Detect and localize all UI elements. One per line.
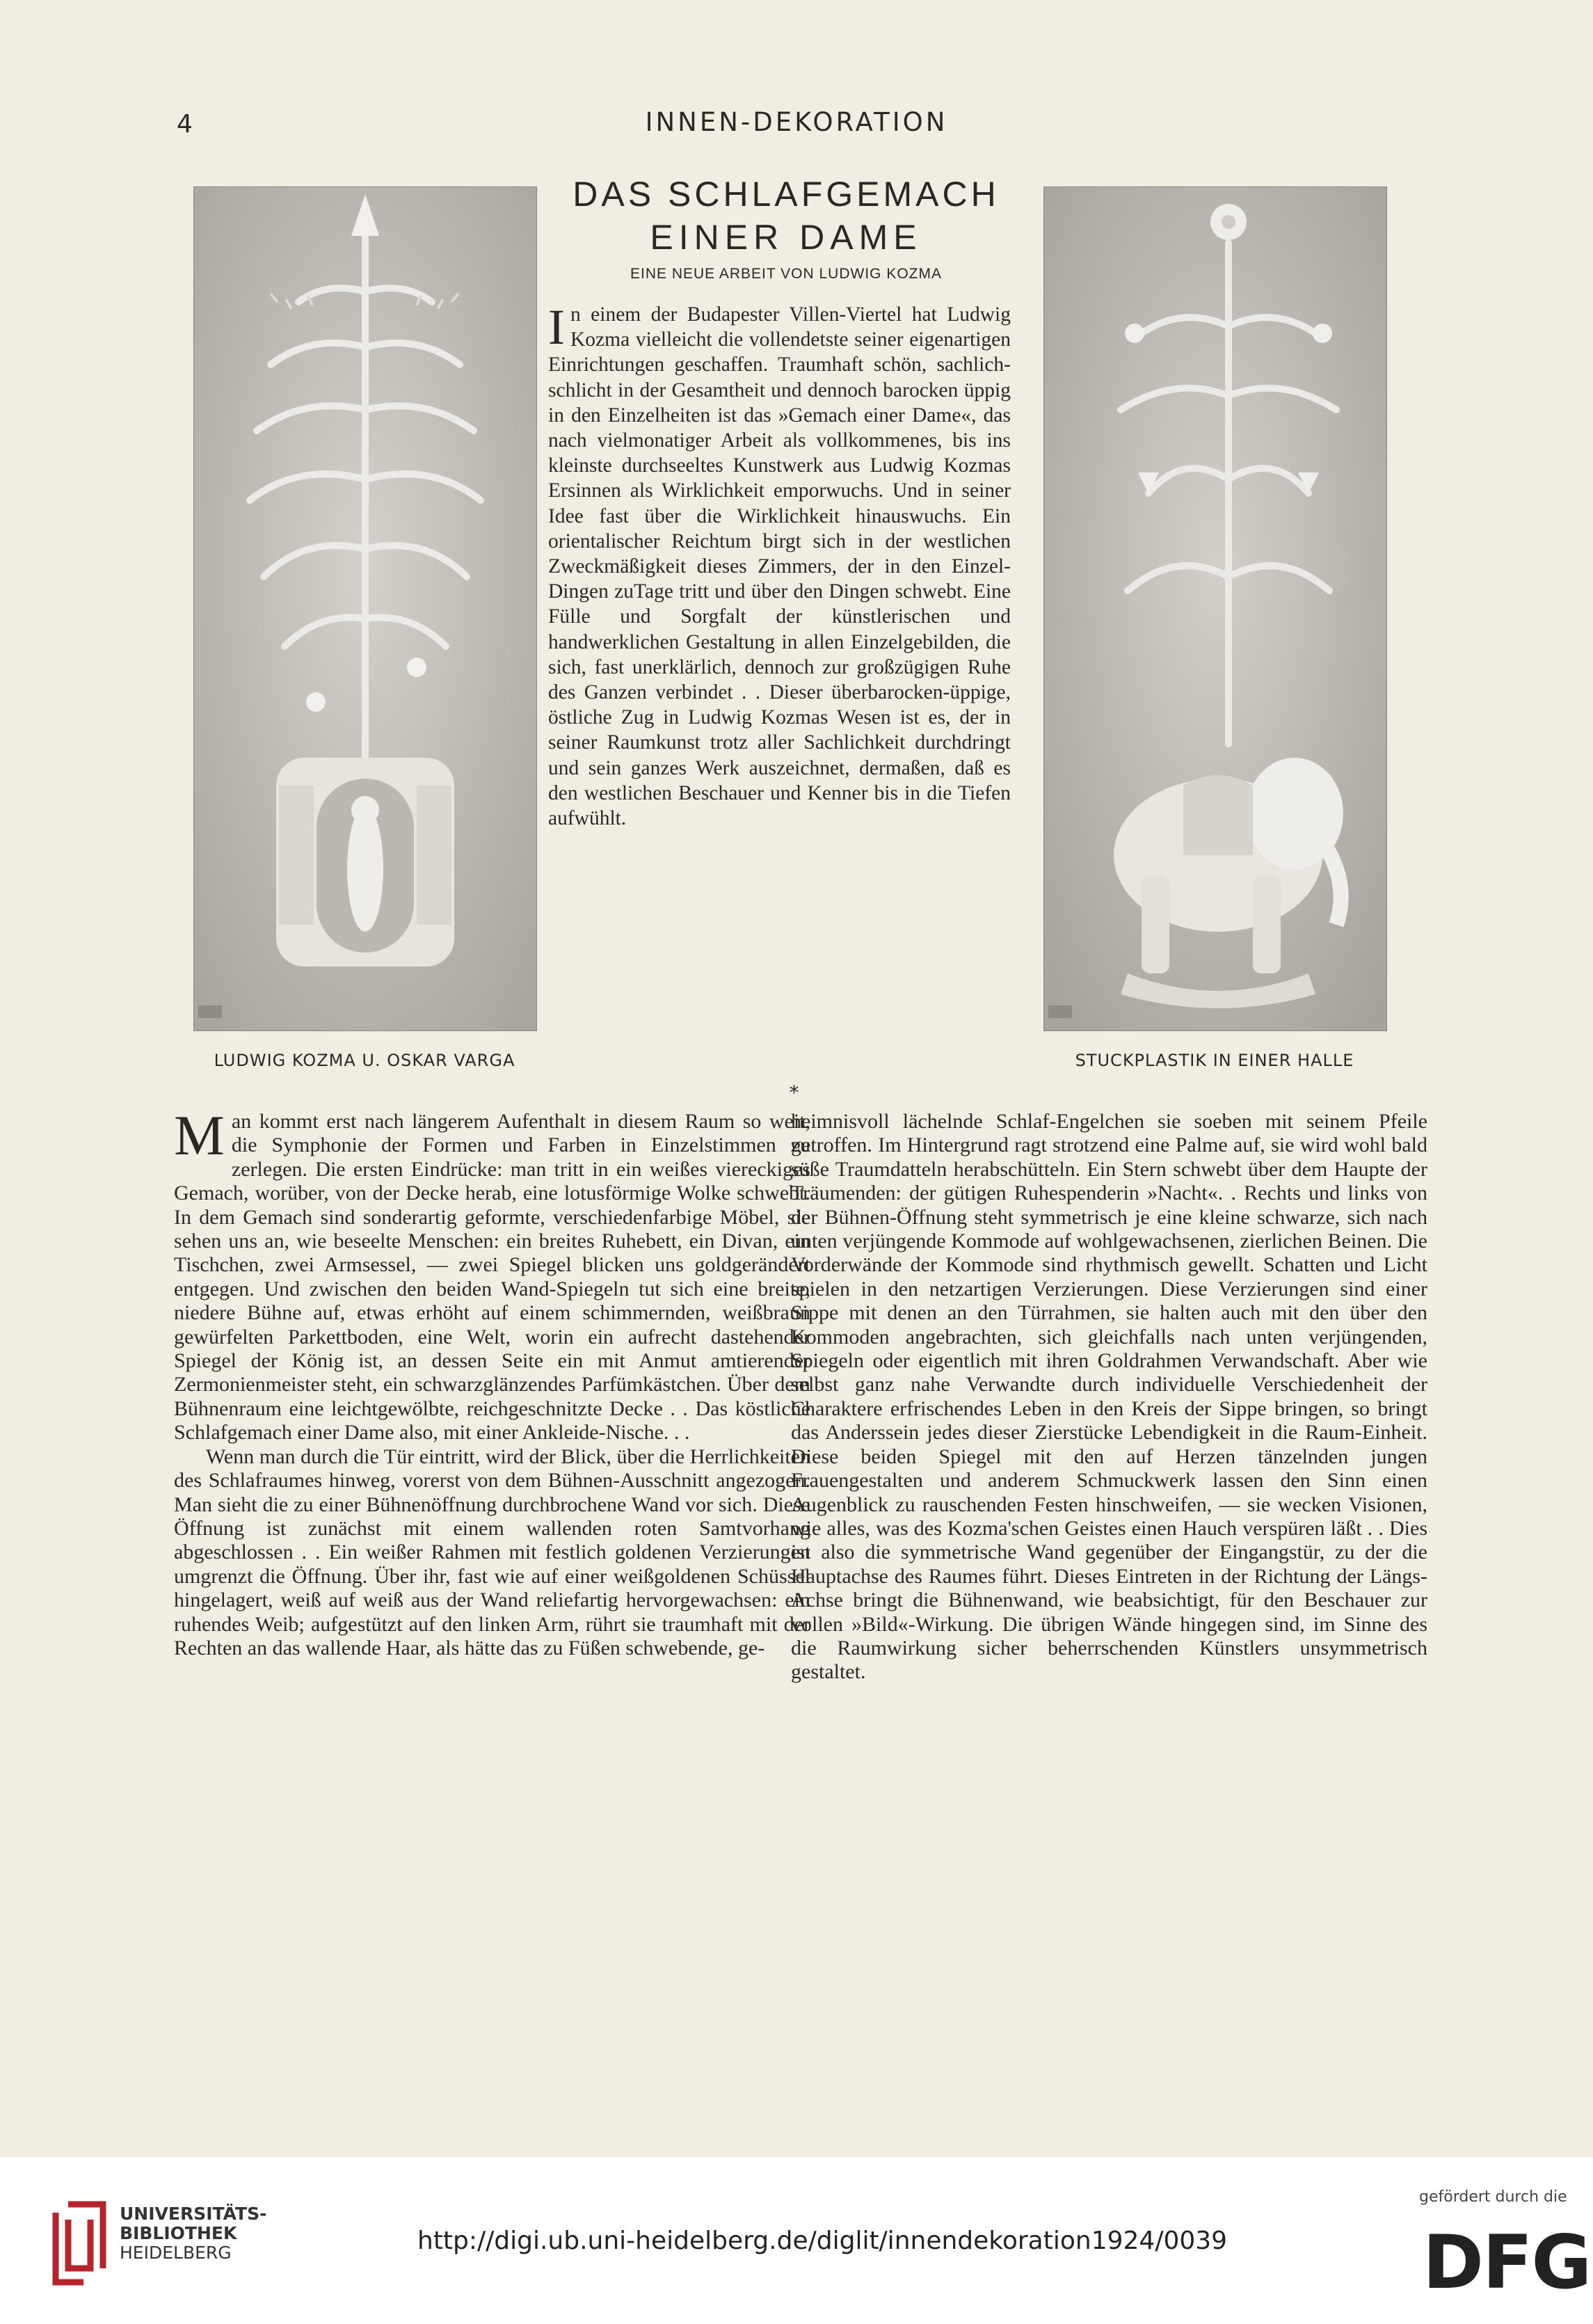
elephant-tree-relief-image [1044, 187, 1386, 1030]
right-relief-photo [1043, 186, 1387, 1031]
intro-paragraph [548, 299, 1011, 831]
library-name [120, 2204, 266, 2263]
tree-shrine-relief-image [194, 187, 536, 1030]
library-name-line-3: HEIDELBERG [120, 2243, 232, 2263]
running-title: INNEN-DEKORATION [645, 107, 948, 137]
body-drop-cap: M [174, 1104, 225, 1167]
body-left-paragraph-1: an kommt erst nach längerem Aufenthalt in diesem Raum so weit, die Symphonie der Formen und Farben in Einzelstimmen zu zerlegen. Die ersten Eindrücke: man tritt in ein weißes viereckiges Gemach, worüber, von der Decke herab, eine lotusförmige Wolke schwebt. In dem Gemach sind sonderartig geformte, verschiedenfarbige Möbel, sie sehen uns an, wie beseelte Menschen: ein breites Ruhebett, ein Divan, ein Tischchen, zwei Armsessel, — zwei Spiegel blicken uns goldgerändert entgegen. Und zwischen den beiden Wand-Spiegeln tut sich eine breite, niedere Bühne auf, etwas erhöht auf einem schimmernden, weißbraun gewürfelten Parkettboden, eine Welt, worin ein aufrecht dastehender Spiegel der König ist, an dessen Seite ein mit Anmut amtierender Zermonienmeister steht, ein schwarzglänzendes Parfümkästchen. Über dem Bühnenraum eine leichtgewölbte, reichgeschnitzte Decke . . Das köstliche Schlafgemach einer Dame also, mit einer Ankleide-Nische. . . [174, 1110, 810, 1444]
body-left-paragraph-2: Wenn man durch die Tür eintritt, wird der Blick, über die Herrlichkeiten des Schlafraumes hinweg, vorerst von dem Bühnen-Ausschnitt angezogen. Man sieht die zu einer Bühnenöffnung durchbrochene Wand vor sich. Diese Öffnung ist zunächst mit einem wallenden roten Samtvorhang abgeschlossen . . Ein weißer Rahmen mit festlich goldenen Verzierungen umgrenzt die Öffnung. Über ihr, fast wie auf einer weißgoldenen Schüssel hingelagert, weiß auf weiß aus der Wand reliefartig hervorgewachsen: ein ruhendes Weib; aufgestützt auf den linken Arm, rührt sie traumhaft mit der Rechten an das wallende Haar, als hätte das zu Füßen schwebende, ge- [174, 1444, 810, 1660]
article-subtitle: EINE NEUE ARBEIT VON LUDWIG KOZMA [630, 266, 943, 282]
left-photo-caption: LUDWIG KOZMA U. OSKAR VARGA [214, 1051, 515, 1070]
body-column-left [174, 1104, 810, 1660]
section-separator: * [790, 1083, 799, 1104]
page-number: 4 [177, 110, 193, 138]
right-photo-caption: STUCKPLASTIK IN EINER HALLE [1075, 1051, 1354, 1070]
left-relief-photo [193, 186, 537, 1031]
university-library-logo-icon [49, 2199, 110, 2288]
body-right-paragraph: heimnisvoll lächelnde Schlaf-Engelchen sie soeben mit seinem Pfeile getroffen. Im Hintergrund ragt strotzend eine Palme auf, sie wird wohl bald süße Traumdatteln herabschütteln. Ein Stern schwebt über dem Haupte der Träumenden: der gütigen Ruhespenderin »Nacht«. . Rechts und links von der Bühnen-Öffnung steht symmetrisch je eine kleine schwarze, sich nach unten verjüngende Kommode auf wohlgewachsenen, zierlichen Beinen. Die Vorderwände der Kommode sind rhythmisch gewellt. Schatten und Licht spielen in den netzartigen Verzierungen. Diese Verzierungen sind einer Sippe mit denen an den Türrahmen, sie halten auch mit den über den Kommoden angebrachten, sich gleichfalls nach unten verjüngenden, Spiegeln oder eigentlich mit ihren Goldrahmen Verwandschaft. Aber wie selbst ganz nahe Verwandte durch individuelle Verschiedenheit der Charaktere erfrischendes Leben in den Kreis der Sippe bringen, so bringt das Anderssein jedes dieser Zierstücke Lebendigkeit in die Raum-Einheit. Diese beiden Spiegel mit den auf Herzen tänzelnden jungen Frauengestalten und anderem Schmuckwerk lassen den Sinn einen Augenblick zu rauschenden Festen hinschweifen, — sie wecken Visionen, wie alles, was des Kozma'schen Geistes einen Hauch verspüren läßt . . Dies ist also die symmetrische Wand gegenüber der Eingangstür, zu der die Hauptachse des Raumes führt. Dieses Eintreten in der Richtung der Längs-Achse bringt die Bühnenwand, wie beabsichtigt, für den Beschauer zur vollen »Bild«-Wirkung. Die übrigen Wände hingegen sind, im Sinne des die Raumwirkung sicher beherrschenden Künstlers unsymmetrisch gestaltet. [791, 1110, 1427, 1684]
intro-text: n einem der Budapester Villen-Viertel hat Ludwig Kozma vielleicht die vollendetste seiner eigenartigen Einrichtungen geschaffen. Traumhaft schön, sachlich-schlicht in der Gesamtheit und dennoch barocken üppig in den Einzelheiten ist das »Gemach einer Dame«, das nach vielmonatiger Arbeit als vollkommenes, bis ins kleinste durchseeltes Kunstwerk aus Ludwig Kozmas Ersinnen als Wirklichkeit emporwuchs. Und in seiner Idee fast über die Wirklichkeit hinauswuchs. Ein orientalischer Reichtum birgt sich in der westlichen Zweckmäßigkeit dieses Zimmers, der in den Einzel-Dingen zuTage tritt und über den Dingen schwebt. Eine Fülle und Sorgfalt der künstlerischen und handwerklichen Gestaltung in allen Einzelgebilden, die sich, fast unerklärlich, dennoch zur großzügigen Ruhe des Ganzen verbindet . . Dieser überbarocken-üppige, östliche Zug in Ludwig Kozmas Wesen ist es, der in seiner Raumkunst trotz aller Sachlichkeit durchdringt und sein ganzes Werk auszeichnet, dermaßen, daß es den westlichen Beschauer und Kenner bis in die Tiefen aufwühlt. [548, 303, 1011, 830]
source-url-link[interactable]: http://digi.ub.uni-heidelberg.de/diglit/innendekoration1924/0039 [417, 2227, 1228, 2255]
sponsor-note: gefördert durch die [1419, 2188, 1567, 2206]
article-title-line-2: EINER DAME [650, 218, 922, 257]
body-column-right [791, 1110, 1427, 1685]
article-title-line-1: DAS SCHLAFGEMACH [573, 175, 1000, 214]
library-name-line-1: UNIVERSITÄTS- [120, 2204, 267, 2224]
dfg-logo: DFG [1423, 2220, 1591, 2305]
library-name-line-2: BIBLIOTHEK [120, 2223, 237, 2243]
intro-drop-cap: I [548, 299, 565, 355]
